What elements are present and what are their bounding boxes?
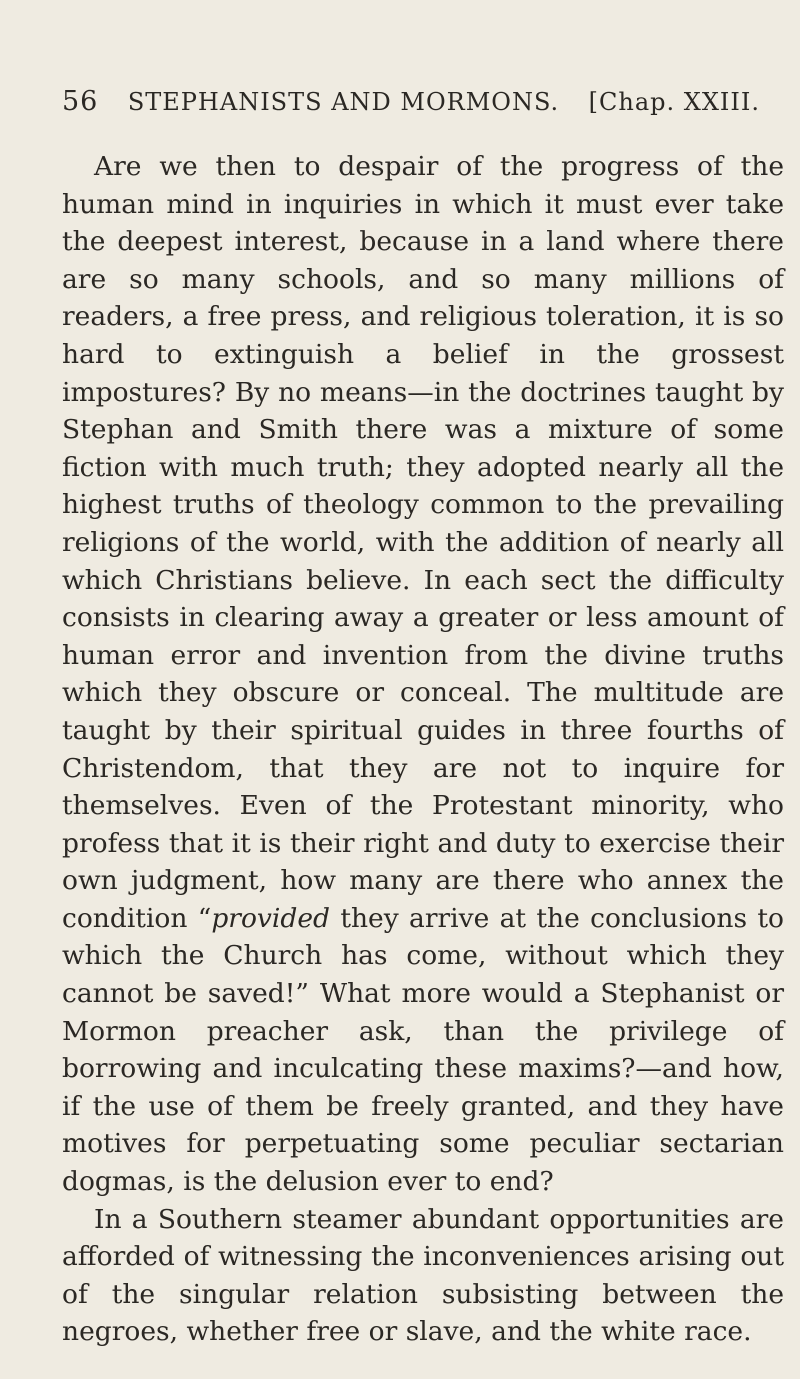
paragraph-2: In a Southern steamer abundant opportunities are afforded of witnessing the inconveniences arising out of the singular relation subsisting between the negroes, whether free or slave, and the white race.	[62, 1203, 784, 1348]
running-title: STEPHANISTS AND MORMONS.	[127, 88, 560, 116]
body-text	[62, 148, 784, 1351]
chapter-label: [Chap. XXIII.	[588, 88, 760, 116]
paragraph-1-text-b: they arrive at the conclusions to which the Church has come, without which they cannot be saved!” What more would a Stephanist or Mormon preacher ask, than the privilege of borrowing and inculcating these maxims?—and how, if the use of them be freely granted, and they have motives for perpetuating some peculiar sectarian dogmas, is the delusion ever to end?	[62, 902, 784, 1198]
page-number: 56	[62, 86, 99, 117]
paragraph-1	[62, 148, 784, 1201]
paragraph-1-text-a: Are we then to despair of the progress of the human mind in inquiries in which it must ever take the deepest interest, because in a land where there are so many schools, and so many millions of readers, a free press, and religious toleration, it is so hard to extinguish a belief in the grossest impostures? By no means—in the doctrines taught by Stephan and Smith there was a mixture of some fiction with much truth; they adopted nearly all the highest truths of theology common to the prevailing religions of the world, with the addition of nearly all which Christians believe. In each sect the difficulty consists in clearing away a greater or less amount of human error and invention from the divine truths which they obscure or conceal. The multitude are taught by their spiritual guides in three fourths of Christendom, that they are not to inquire for themselves. Even of the Protestant minority, who profess that it is their right and duty to exercise their own judgment, how many are there who annex the condition “	[62, 151, 784, 934]
page-header	[62, 86, 760, 117]
emphasis-word: provided	[211, 902, 330, 934]
